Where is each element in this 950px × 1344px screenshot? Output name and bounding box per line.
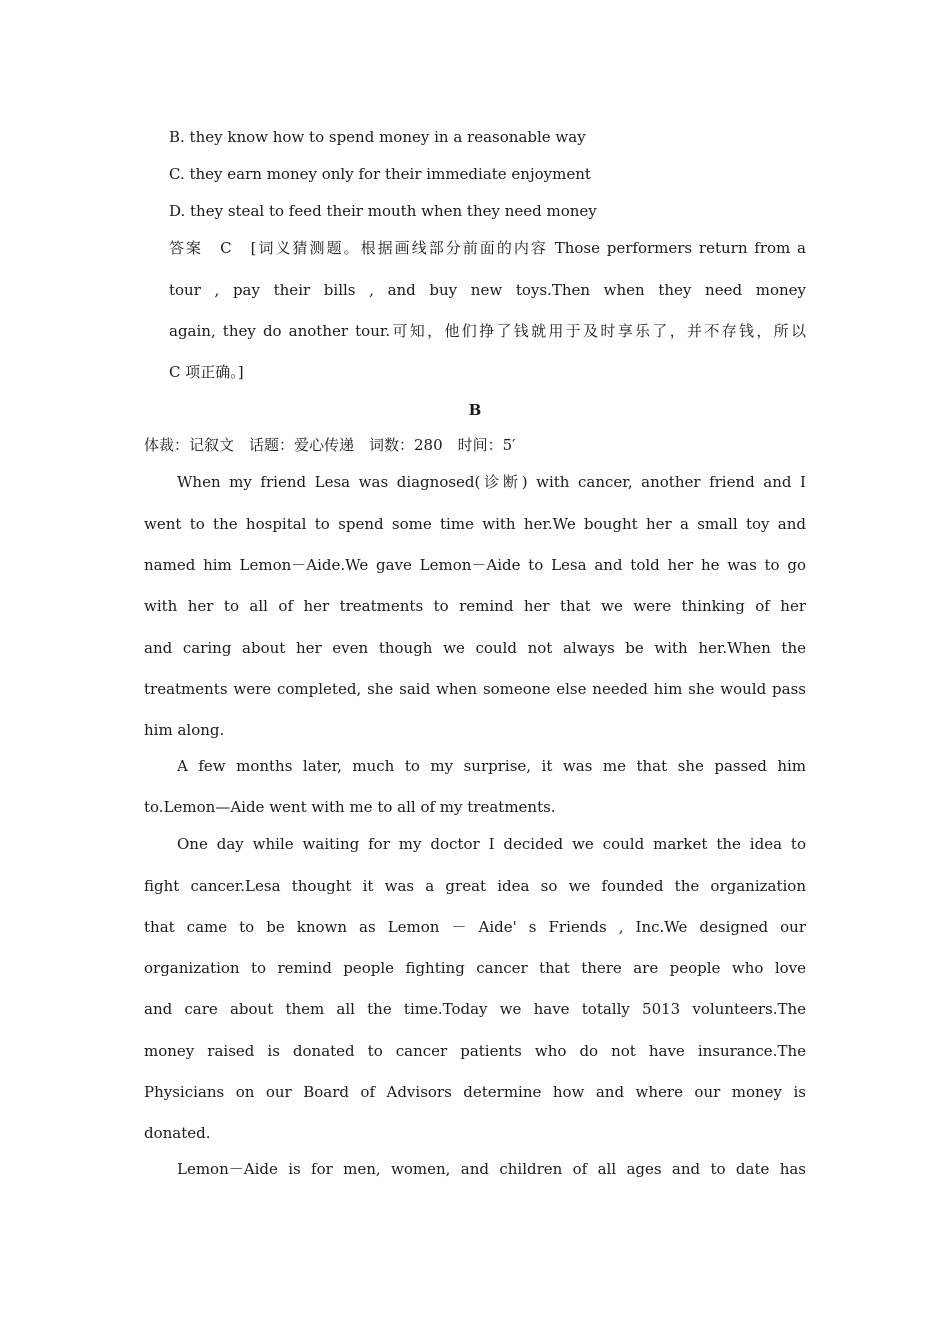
- answer-line: C 项正确。]: [169, 363, 244, 381]
- option-b: B. they know how to spend money in a reasonable way: [169, 128, 586, 146]
- passage-line: to.Lemon—Aide went with me to all of my treatments.: [144, 798, 556, 816]
- passage-line: money raised is donated to cancer patients who do not have insurance.The: [144, 1042, 806, 1060]
- option-d: D. they steal to feed their mouth when they need money: [169, 202, 597, 220]
- answer-line: tour , pay their bills , and buy new toys.Then when they need money: [169, 281, 806, 299]
- passage-line: that came to be known as Lemon － Aide' s Friends , Inc.We designed our: [144, 918, 806, 936]
- passage-line: and care about them all the time.Today we have totally 5013 volunteers.The: [144, 1000, 806, 1018]
- passage-line: fight cancer.Lesa thought it was a great idea so we founded the organization: [144, 877, 806, 895]
- passage-line: organization to remind people fighting cancer that there are people who love: [144, 959, 806, 977]
- passage-line: with her to all of her treatments to remind her that we were thinking of her: [144, 597, 806, 615]
- passage-line: and caring about her even though we could not always be with her.When the: [144, 639, 806, 657]
- answer-line: again, they do another tour.可知，他们挣了钱就用于及时享乐了，并不存钱，所以: [169, 322, 806, 340]
- passage-line: treatments were completed, she said when someone else needed him she would pass: [144, 680, 806, 698]
- answer-line: 答案 C [词义猜测题。根据画线部分前面的内容 Those performers return from a: [169, 239, 806, 257]
- passage-line: A few months later, much to my surprise, it was me that she passed him: [177, 757, 806, 775]
- passage-line: Lemon－Aide is for men, women, and children of all ages and to date has: [177, 1160, 806, 1178]
- passage-line: donated.: [144, 1124, 211, 1142]
- section-meta: 体裁：记叙文 话题：爱心传递 词数：280 时间：5′: [144, 436, 516, 454]
- passage-line: Physicians on our Board of Advisors determine how and where our money is: [144, 1083, 806, 1101]
- passage-line: One day while waiting for my doctor I decided we could market the idea to: [177, 835, 806, 853]
- option-c: C. they earn money only for their immediate enjoyment: [169, 165, 591, 183]
- passage-line: him along.: [144, 721, 225, 739]
- passage-line: named him Lemon－Aide.We gave Lemon－Aide to Lesa and told her he was to go: [144, 556, 806, 574]
- section-letter: B: [468, 401, 482, 419]
- passage-line: went to the hospital to spend some time with her.We bought her a small toy and: [144, 515, 806, 533]
- passage-line: When my friend Lesa was diagnosed(诊断) with cancer, another friend and I: [177, 473, 806, 491]
